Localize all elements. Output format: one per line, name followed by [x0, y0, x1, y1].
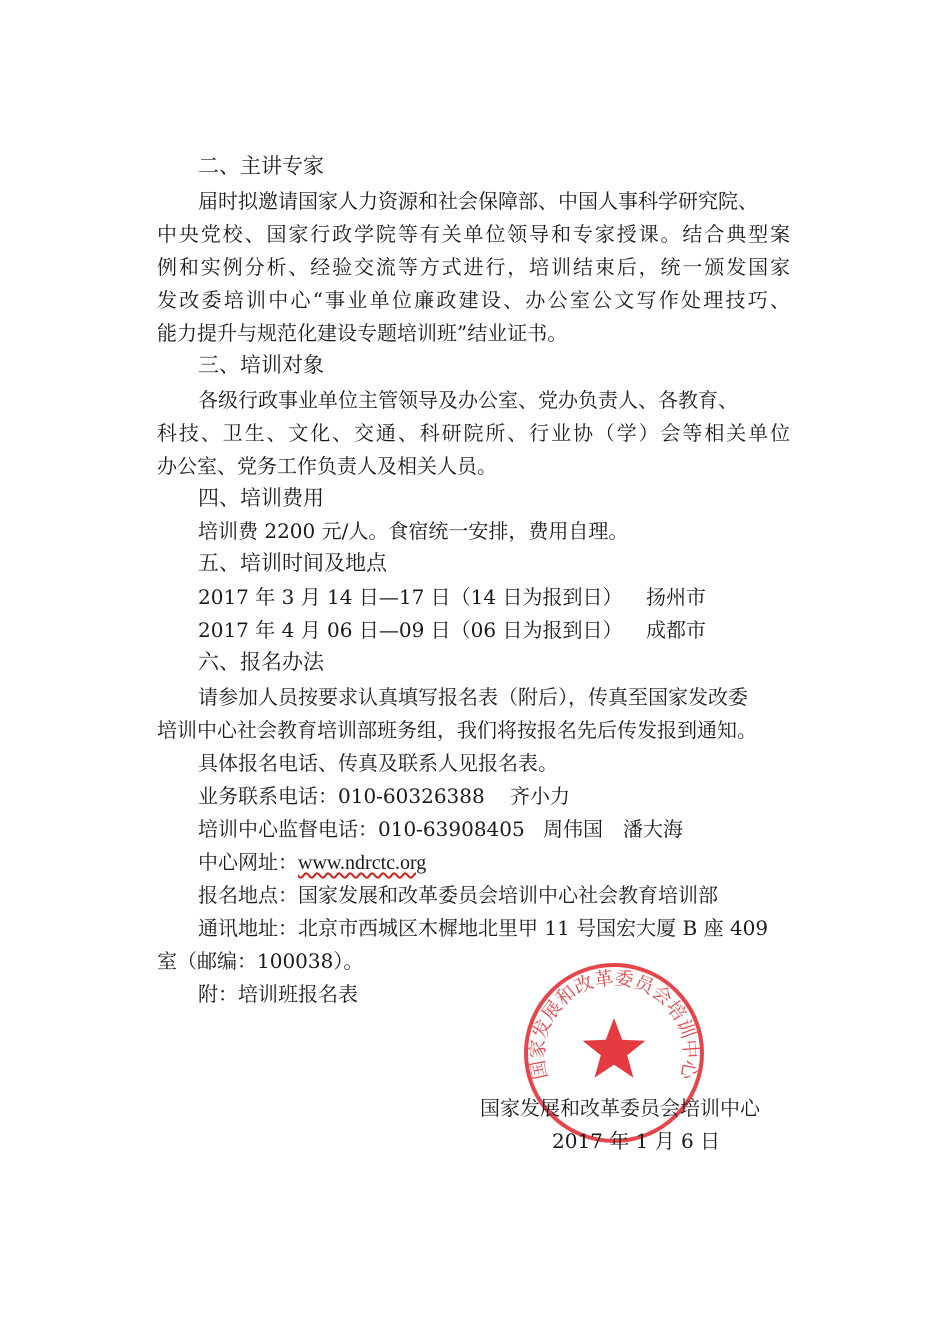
- schedule-city: 成都市: [646, 618, 706, 642]
- paragraph-line: 培训中心社会教育培训部班务组，我们将按报名先后传发报到通知。: [157, 718, 757, 742]
- paragraph-line: 科技、卫生、文化、交通、科研院所、行业协（学）会等相关单位: [157, 421, 790, 445]
- mailing-address: 通讯地址：北京市西城区木樨地北里甲 11 号国宏大厦 B 座 409: [198, 916, 769, 940]
- paragraph-line: 办公室、党务工作负责人及相关人员。: [157, 454, 497, 478]
- website-label: 中心网址：: [198, 850, 298, 874]
- business-phone: 业务联系电话：010-60326388: [198, 784, 485, 808]
- issue-date: 2017 年 1 月 6 日: [552, 1129, 721, 1153]
- registration-location: 报名地点：国家发展和改革委员会培训中心社会教育培训部: [198, 883, 718, 907]
- section-heading-fees: 四、培训费用: [198, 486, 324, 510]
- seal-star-icon: [583, 1018, 646, 1078]
- paragraph-line: 发改委培训中心“事业单位廉政建设、办公室公文写作处理技巧、: [157, 288, 790, 312]
- paragraph-line: 各级行政事业单位主管领导及办公室、党办负责人、各教育、: [198, 388, 738, 412]
- schedule-row: [198, 585, 706, 609]
- paragraph-line: 届时拟邀请国家人力资源和社会保障部、中国人事科学研究院、: [198, 189, 758, 213]
- attachment-note: 附：培训班报名表: [198, 982, 358, 1006]
- issuing-organization: 国家发展和改革委员会培训中心: [480, 1096, 760, 1120]
- schedule-city: 扬州市: [646, 585, 706, 609]
- seal-text: 国家发展和改革委员会培训中心: [526, 967, 702, 1082]
- supervise-contacts: 周伟国 潘大海: [543, 817, 683, 841]
- section-heading-experts: 二、主讲专家: [198, 154, 324, 178]
- schedule-row: [198, 618, 706, 642]
- business-phone-row: [198, 784, 570, 808]
- schedule-date: 2017 年 3 月 14 日—17 日（14 日为报到日）: [198, 585, 623, 609]
- business-contact: 齐小力: [510, 784, 570, 808]
- section-heading-schedule: 五、培训时间及地点: [198, 551, 387, 575]
- supervise-phone: 培训中心监督电话：010-63908405: [198, 817, 525, 841]
- mailing-address-cont: 室（邮编：100038）。: [157, 949, 364, 973]
- schedule-date: 2017 年 4 月 06 日—09 日（06 日为报到日）: [198, 618, 623, 642]
- paragraph-line: 例和实例分析、经验交流等方式进行，培训结束后，统一颁发国家: [157, 255, 790, 279]
- paragraph-line: 能力提升与规范化建设专题培训班”结业证书。: [157, 321, 568, 345]
- paragraph-line: 中央党校、国家行政学院等有关单位领导和专家授课。结合典型案: [157, 222, 790, 246]
- website-row: [198, 850, 426, 875]
- website-link[interactable]: www.ndrctc.org: [298, 852, 427, 874]
- section-heading-audience: 三、培训对象: [198, 353, 324, 377]
- section-heading-registration: 六、报名办法: [198, 650, 324, 674]
- paragraph-line: 请参加人员按要求认真填写报名表（附后），传真至国家发改委: [198, 685, 748, 709]
- supervise-phone-row: [198, 817, 683, 841]
- paragraph-line: 具体报名电话、传真及联系人见报名表。: [198, 751, 558, 775]
- paragraph-line: 培训费 2200 元/人。食宿统一安排，费用自理。: [198, 519, 629, 543]
